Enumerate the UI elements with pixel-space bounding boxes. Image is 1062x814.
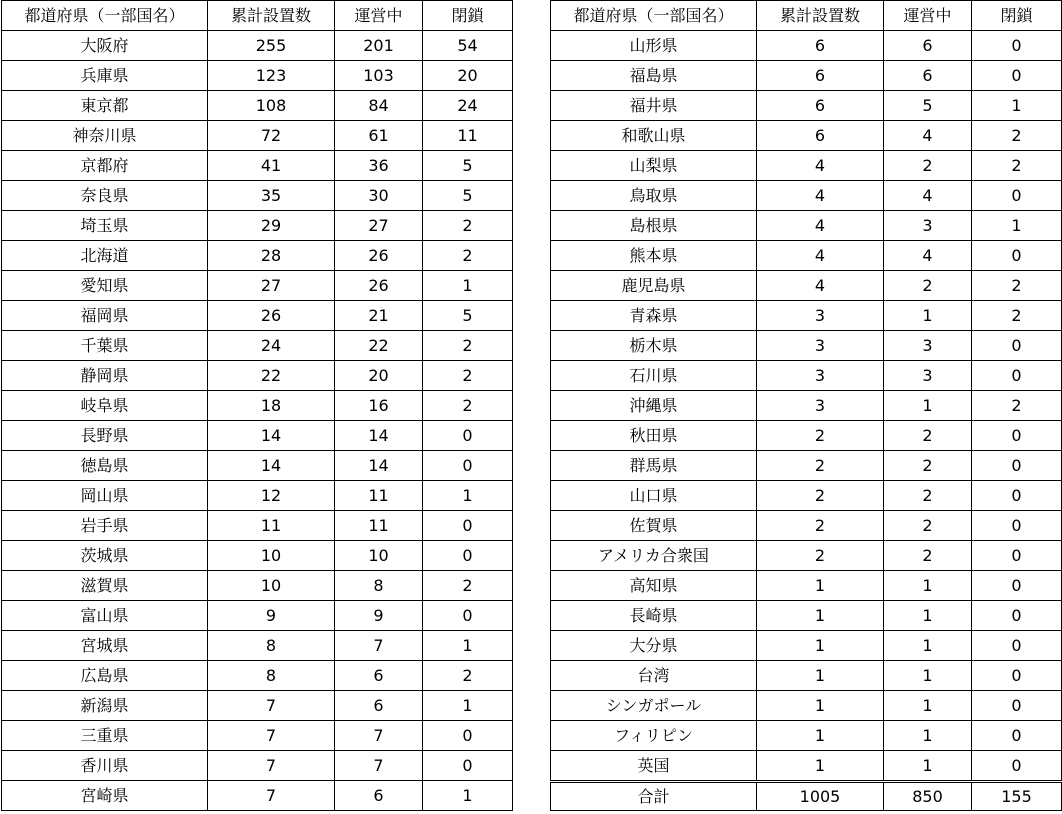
cell-total-installed: 4	[757, 271, 884, 301]
cell-closed: 0	[972, 511, 1062, 541]
cell-operating: 14	[335, 451, 423, 481]
cell-total-installed: 3	[757, 391, 884, 421]
cell-operating: 11	[335, 481, 423, 511]
cell-total-installed: 1	[757, 601, 884, 631]
table-row	[551, 751, 1062, 782]
table-row	[2, 151, 513, 181]
cell-closed: 0	[972, 601, 1062, 631]
cell-prefecture: 香川県	[2, 751, 208, 781]
cell-operating: 1	[884, 301, 972, 331]
cell-total-installed: 1	[757, 661, 884, 691]
cell-closed: 0	[972, 451, 1062, 481]
cell-total-installed: 10	[208, 571, 335, 601]
cell-prefecture: 富山県	[2, 601, 208, 631]
cell-prefecture: 島根県	[551, 211, 757, 241]
cell-total-installed: 7	[208, 691, 335, 721]
cell-operating: 1	[884, 691, 972, 721]
table-row	[2, 451, 513, 481]
cell-closed: 0	[972, 631, 1062, 661]
cell-prefecture: 高知県	[551, 571, 757, 601]
cell-operating: 7	[335, 751, 423, 781]
total-row	[551, 782, 1062, 811]
cell-closed: 0	[972, 721, 1062, 751]
cell-total-installed: 35	[208, 181, 335, 211]
cell-operating: 2	[884, 451, 972, 481]
cell-closed: 1	[423, 271, 513, 301]
cell-operating: 4	[884, 121, 972, 151]
cell-closed: 0	[423, 511, 513, 541]
cell-prefecture: 静岡県	[2, 361, 208, 391]
cell-prefecture: アメリカ合衆国	[551, 541, 757, 571]
table-row	[2, 181, 513, 211]
prefecture-table-right	[550, 0, 1062, 811]
table-row	[2, 601, 513, 631]
cell-prefecture: 福島県	[551, 61, 757, 91]
cell-operating: 16	[335, 391, 423, 421]
cell-closed: 1	[423, 631, 513, 661]
cell-operating: 27	[335, 211, 423, 241]
cell-closed: 0	[423, 451, 513, 481]
table-row	[2, 781, 513, 811]
cell-total-installed: 1	[757, 721, 884, 751]
table-row	[551, 721, 1062, 751]
cell-closed: 0	[423, 541, 513, 571]
cell-operating: 8	[335, 571, 423, 601]
cell-prefecture: 佐賀県	[551, 511, 757, 541]
cell-operating: 21	[335, 301, 423, 331]
cell-total-installed: 3	[757, 301, 884, 331]
cell-total-installed: 8	[208, 631, 335, 661]
table-row	[2, 721, 513, 751]
header-prefecture: 都道府県（一部国名）	[551, 1, 757, 31]
cell-total-installed: 1	[757, 691, 884, 721]
table-row	[551, 391, 1062, 421]
cell-prefecture: 東京都	[2, 91, 208, 121]
header-closed: 閉鎖	[972, 1, 1062, 31]
cell-prefecture: 岩手県	[2, 511, 208, 541]
cell-prefecture: 秋田県	[551, 421, 757, 451]
cell-operating: 6	[335, 781, 423, 811]
table-row	[551, 631, 1062, 661]
cell-operating: 1	[884, 661, 972, 691]
cell-closed: 0	[972, 661, 1062, 691]
cell-total-installed: 14	[208, 421, 335, 451]
cell-operating: 4	[884, 241, 972, 271]
cell-closed: 2	[423, 241, 513, 271]
cell-closed: 2	[423, 331, 513, 361]
prefecture-table-left	[1, 0, 513, 811]
cell-prefecture: シンガポール	[551, 691, 757, 721]
cell-prefecture: 鹿児島県	[551, 271, 757, 301]
table-row	[551, 601, 1062, 631]
cell-total-installed: 11	[208, 511, 335, 541]
cell-total-installed: 7	[208, 751, 335, 781]
cell-prefecture: 北海道	[2, 241, 208, 271]
total-installed: 1005	[757, 782, 884, 811]
cell-prefecture: 奈良県	[2, 181, 208, 211]
table-row	[551, 91, 1062, 121]
cell-prefecture: 石川県	[551, 361, 757, 391]
cell-prefecture: 兵庫県	[2, 61, 208, 91]
table-row	[551, 241, 1062, 271]
cell-prefecture: 熊本県	[551, 241, 757, 271]
table-header-row	[2, 1, 513, 31]
cell-prefecture: 山梨県	[551, 151, 757, 181]
cell-total-installed: 4	[757, 181, 884, 211]
table-row	[551, 121, 1062, 151]
cell-total-installed: 14	[208, 451, 335, 481]
cell-operating: 2	[884, 271, 972, 301]
table-row	[551, 271, 1062, 301]
cell-closed: 0	[423, 751, 513, 781]
cell-prefecture: 宮崎県	[2, 781, 208, 811]
cell-total-installed: 12	[208, 481, 335, 511]
table-row	[551, 361, 1062, 391]
cell-closed: 0	[972, 541, 1062, 571]
cell-closed: 5	[423, 151, 513, 181]
cell-prefecture: 山形県	[551, 31, 757, 61]
cell-operating: 14	[335, 421, 423, 451]
cell-operating: 1	[884, 391, 972, 421]
cell-prefecture: 群馬県	[551, 451, 757, 481]
table-row	[551, 511, 1062, 541]
header-closed: 閉鎖	[423, 1, 513, 31]
total-operating: 850	[884, 782, 972, 811]
cell-operating: 20	[335, 361, 423, 391]
table-row	[551, 181, 1062, 211]
cell-prefecture: 大阪府	[2, 31, 208, 61]
cell-closed: 24	[423, 91, 513, 121]
cell-prefecture: 岐阜県	[2, 391, 208, 421]
cell-closed: 0	[972, 361, 1062, 391]
cell-total-installed: 24	[208, 331, 335, 361]
cell-closed: 2	[972, 271, 1062, 301]
header-operating: 運営中	[335, 1, 423, 31]
cell-closed: 0	[972, 751, 1062, 782]
table-row	[2, 61, 513, 91]
cell-prefecture: 青森県	[551, 301, 757, 331]
cell-closed: 5	[423, 301, 513, 331]
cell-operating: 2	[884, 421, 972, 451]
cell-closed: 0	[423, 721, 513, 751]
cell-prefecture: 茨城県	[2, 541, 208, 571]
cell-closed: 0	[972, 61, 1062, 91]
table-row	[2, 661, 513, 691]
cell-total-installed: 8	[208, 661, 335, 691]
table-row	[2, 421, 513, 451]
cell-operating: 84	[335, 91, 423, 121]
cell-total-installed: 1	[757, 751, 884, 782]
cell-total-installed: 123	[208, 61, 335, 91]
table-row	[2, 511, 513, 541]
cell-prefecture: 三重県	[2, 721, 208, 751]
cell-operating: 4	[884, 181, 972, 211]
cell-operating: 26	[335, 271, 423, 301]
cell-closed: 0	[972, 691, 1062, 721]
table-row	[2, 571, 513, 601]
cell-operating: 2	[884, 541, 972, 571]
cell-total-installed: 2	[757, 481, 884, 511]
cell-total-installed: 3	[757, 331, 884, 361]
cell-total-installed: 6	[757, 61, 884, 91]
header-total-installed: 累計設置数	[208, 1, 335, 31]
cell-closed: 2	[423, 391, 513, 421]
cell-operating: 30	[335, 181, 423, 211]
cell-total-installed: 29	[208, 211, 335, 241]
cell-prefecture: 宮城県	[2, 631, 208, 661]
cell-prefecture: 神奈川県	[2, 121, 208, 151]
cell-total-installed: 255	[208, 31, 335, 61]
cell-operating: 1	[884, 631, 972, 661]
cell-prefecture: 岡山県	[2, 481, 208, 511]
cell-prefecture: フィリピン	[551, 721, 757, 751]
table-row	[551, 451, 1062, 481]
cell-total-installed: 4	[757, 241, 884, 271]
cell-closed: 2	[423, 661, 513, 691]
table-row	[551, 61, 1062, 91]
table-row	[551, 31, 1062, 61]
cell-prefecture: 千葉県	[2, 331, 208, 361]
cell-closed: 2	[972, 391, 1062, 421]
cell-prefecture: 鳥取県	[551, 181, 757, 211]
cell-total-installed: 3	[757, 361, 884, 391]
cell-closed: 0	[972, 421, 1062, 451]
cell-operating: 10	[335, 541, 423, 571]
cell-total-installed: 7	[208, 721, 335, 751]
cell-total-installed: 27	[208, 271, 335, 301]
table-row	[2, 481, 513, 511]
table-row	[2, 241, 513, 271]
cell-prefecture: 栃木県	[551, 331, 757, 361]
cell-closed: 2	[972, 151, 1062, 181]
cell-prefecture: 英国	[551, 751, 757, 782]
table-row	[2, 91, 513, 121]
cell-operating: 22	[335, 331, 423, 361]
cell-total-installed: 6	[757, 91, 884, 121]
cell-operating: 6	[884, 61, 972, 91]
cell-operating: 2	[884, 511, 972, 541]
cell-operating: 7	[335, 631, 423, 661]
cell-total-installed: 26	[208, 301, 335, 331]
cell-prefecture: 台湾	[551, 661, 757, 691]
cell-prefecture: 沖縄県	[551, 391, 757, 421]
cell-prefecture: 山口県	[551, 481, 757, 511]
cell-total-installed: 2	[757, 451, 884, 481]
cell-operating: 3	[884, 211, 972, 241]
header-total-installed: 累計設置数	[757, 1, 884, 31]
cell-closed: 54	[423, 31, 513, 61]
cell-total-installed: 4	[757, 211, 884, 241]
cell-prefecture: 京都府	[2, 151, 208, 181]
cell-operating: 9	[335, 601, 423, 631]
cell-prefecture: 長崎県	[551, 601, 757, 631]
cell-operating: 6	[884, 31, 972, 61]
cell-operating: 61	[335, 121, 423, 151]
table-row	[551, 421, 1062, 451]
cell-closed: 0	[972, 241, 1062, 271]
cell-closed: 0	[972, 31, 1062, 61]
header-operating: 運営中	[884, 1, 972, 31]
cell-prefecture: 福岡県	[2, 301, 208, 331]
cell-closed: 0	[972, 331, 1062, 361]
cell-operating: 2	[884, 481, 972, 511]
table-row	[2, 31, 513, 61]
cell-prefecture: 埼玉県	[2, 211, 208, 241]
cell-closed: 1	[972, 91, 1062, 121]
table-row	[2, 541, 513, 571]
cell-closed: 2	[423, 571, 513, 601]
table-row	[551, 691, 1062, 721]
cell-total-installed: 1	[757, 631, 884, 661]
cell-operating: 1	[884, 601, 972, 631]
cell-prefecture: 徳島県	[2, 451, 208, 481]
cell-prefecture: 滋賀県	[2, 571, 208, 601]
table-row	[2, 331, 513, 361]
cell-prefecture: 長野県	[2, 421, 208, 451]
cell-total-installed: 9	[208, 601, 335, 631]
cell-prefecture: 愛知県	[2, 271, 208, 301]
cell-closed: 1	[423, 481, 513, 511]
table-row	[551, 301, 1062, 331]
cell-prefecture: 大分県	[551, 631, 757, 661]
cell-operating: 3	[884, 331, 972, 361]
table-row	[2, 211, 513, 241]
cell-closed: 0	[972, 571, 1062, 601]
cell-closed: 1	[423, 781, 513, 811]
cell-operating: 2	[884, 151, 972, 181]
table-row	[551, 541, 1062, 571]
cell-closed: 2	[423, 211, 513, 241]
table-row	[551, 211, 1062, 241]
table-row	[2, 121, 513, 151]
cell-closed: 0	[972, 181, 1062, 211]
table-row	[2, 271, 513, 301]
table-row	[2, 361, 513, 391]
table-row	[551, 571, 1062, 601]
header-prefecture: 都道府県（一部国名）	[2, 1, 208, 31]
cell-total-installed: 22	[208, 361, 335, 391]
total-closed: 155	[972, 782, 1062, 811]
cell-prefecture: 新潟県	[2, 691, 208, 721]
cell-total-installed: 10	[208, 541, 335, 571]
cell-closed: 1	[423, 691, 513, 721]
cell-operating: 3	[884, 361, 972, 391]
cell-operating: 11	[335, 511, 423, 541]
cell-closed: 2	[972, 121, 1062, 151]
total-label: 合計	[551, 782, 757, 811]
cell-total-installed: 7	[208, 781, 335, 811]
table-row	[2, 391, 513, 421]
table-row	[2, 691, 513, 721]
cell-total-installed: 4	[757, 151, 884, 181]
cell-closed: 2	[972, 301, 1062, 331]
cell-operating: 201	[335, 31, 423, 61]
cell-total-installed: 6	[757, 31, 884, 61]
cell-operating: 1	[884, 571, 972, 601]
cell-total-installed: 18	[208, 391, 335, 421]
cell-operating: 6	[335, 661, 423, 691]
cell-total-installed: 28	[208, 241, 335, 271]
cell-operating: 36	[335, 151, 423, 181]
table-row	[551, 481, 1062, 511]
cell-operating: 6	[335, 691, 423, 721]
cell-prefecture: 広島県	[2, 661, 208, 691]
cell-total-installed: 41	[208, 151, 335, 181]
table-header-row	[551, 1, 1062, 31]
cell-total-installed: 108	[208, 91, 335, 121]
cell-closed: 0	[972, 481, 1062, 511]
cell-closed: 1	[972, 211, 1062, 241]
cell-operating: 1	[884, 721, 972, 751]
cell-operating: 26	[335, 241, 423, 271]
table-row	[2, 751, 513, 781]
cell-total-installed: 1	[757, 571, 884, 601]
cell-operating: 7	[335, 721, 423, 751]
cell-total-installed: 6	[757, 121, 884, 151]
cell-operating: 5	[884, 91, 972, 121]
cell-total-installed: 2	[757, 541, 884, 571]
cell-prefecture: 福井県	[551, 91, 757, 121]
cell-closed: 5	[423, 181, 513, 211]
cell-closed: 0	[423, 601, 513, 631]
table-row	[2, 631, 513, 661]
table-row	[551, 151, 1062, 181]
cell-closed: 20	[423, 61, 513, 91]
table-row	[551, 331, 1062, 361]
cell-total-installed: 2	[757, 421, 884, 451]
cell-prefecture: 和歌山県	[551, 121, 757, 151]
cell-total-installed: 72	[208, 121, 335, 151]
table-row	[551, 661, 1062, 691]
cell-closed: 2	[423, 361, 513, 391]
cell-total-installed: 2	[757, 511, 884, 541]
cell-closed: 0	[423, 421, 513, 451]
table-row	[2, 301, 513, 331]
cell-operating: 1	[884, 751, 972, 782]
cell-operating: 103	[335, 61, 423, 91]
cell-closed: 11	[423, 121, 513, 151]
